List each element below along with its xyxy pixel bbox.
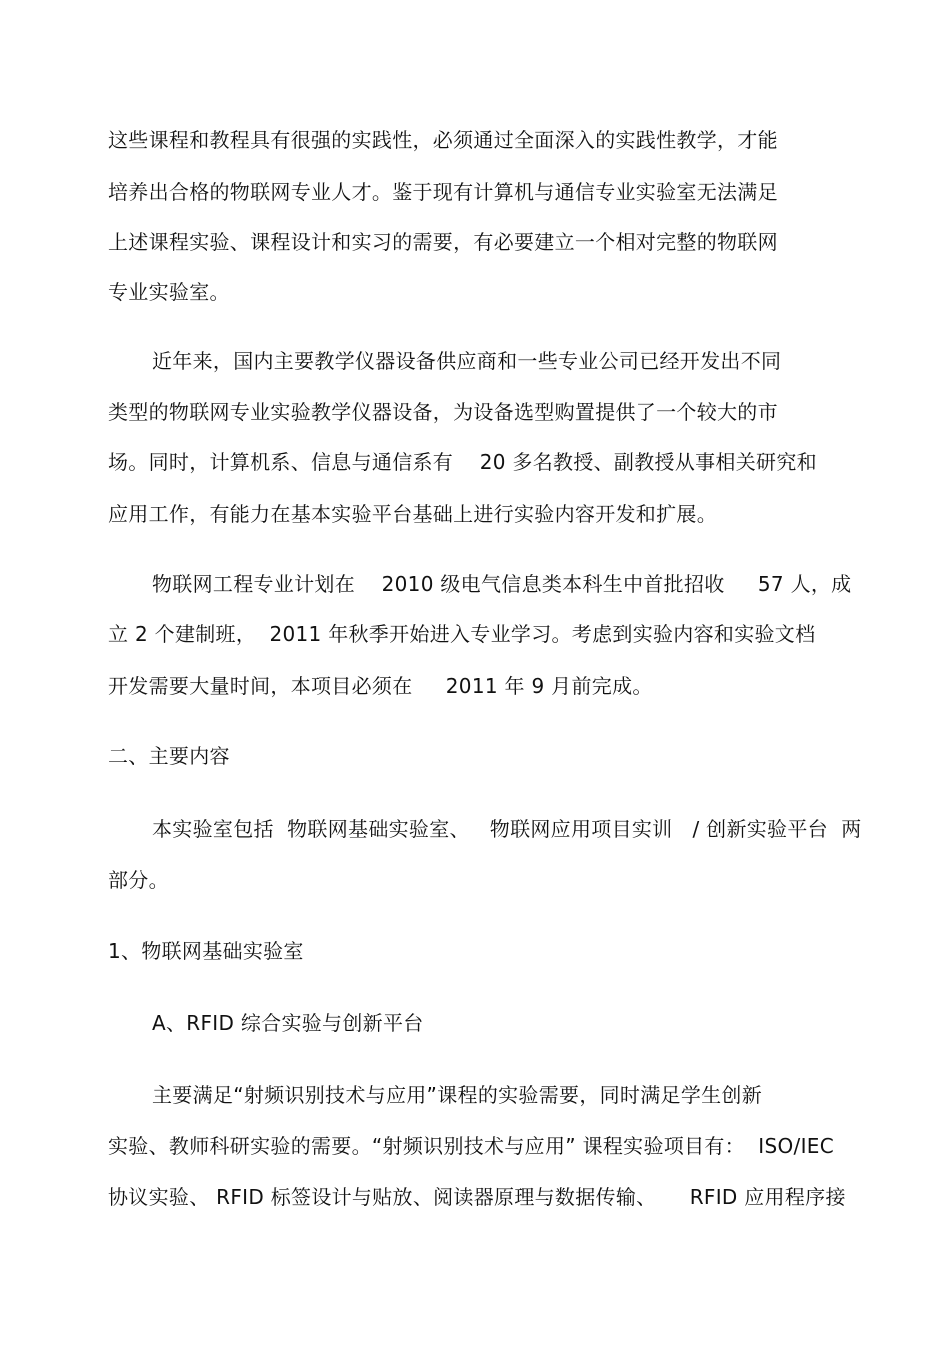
paragraph-2-line-4: 应用工作，有能力在基本实验平台基础上进行实验内容开发和扩展。	[108, 502, 717, 526]
paragraph-1-line-2: 培养出合格的物联网专业人才。鉴于现有计算机与通信专业实验室无法满足	[108, 180, 778, 204]
paragraph-5-line-3: 协议实验、 RFID 标签设计与贴放、阅读器原理与数据传输、 RFID 应用程序接	[108, 1185, 846, 1209]
paragraph-2-line-1: 近年来，国内主要教学仪器设备供应商和一些专业公司已经开发出不同	[152, 349, 782, 373]
paragraph-5-line-2: 实验、教师科研实验的需要。“射频识别技术与应用” 课程实验项目有： ISO/IEC	[108, 1134, 834, 1158]
section-heading: 二、主要内容	[108, 744, 230, 768]
paragraph-2-line-3: 场。同时，计算机系、信息与通信系有 20 多名教授、副教授从事相关研究和	[108, 450, 817, 474]
paragraph-1-line-3: 上述课程实验、课程设计和实习的需要，有必要建立一个相对完整的物联网	[108, 230, 778, 254]
paragraph-3-line-3: 开发需要大量时间，本项目必须在 2011 年 9 月前完成。	[108, 674, 653, 698]
subsubsection-heading: A、RFID 综合实验与创新平台	[152, 1011, 424, 1035]
paragraph-1-line-1: 这些课程和教程具有很强的实践性，必须通过全面深入的实践性教学，才能	[108, 128, 778, 152]
paragraph-2-line-2: 类型的物联网专业实验教学仪器设备，为设备选型购置提供了一个较大的市	[108, 400, 778, 424]
paragraph-3-line-2: 立 2 个建制班， 2011 年秋季开始进入专业学习。考虑到实验内容和实验文档	[108, 622, 816, 646]
paragraph-1-line-4: 专业实验室。	[108, 280, 230, 304]
paragraph-3-line-1: 物联网工程专业计划在 2010 级电气信息类本科生中首批招收 57 人，成	[152, 572, 852, 596]
subsection-heading: 1、物联网基础实验室	[108, 939, 304, 963]
paragraph-5-line-1: 主要满足“射频识别技术与应用”课程的实验需要，同时满足学生创新	[152, 1083, 763, 1107]
paragraph-4-line-1: 本实验室包括 物联网基础实验室、 物联网应用项目实训 / 创新实验平台 两	[152, 817, 862, 841]
paragraph-4-line-2: 部分。	[108, 868, 169, 892]
